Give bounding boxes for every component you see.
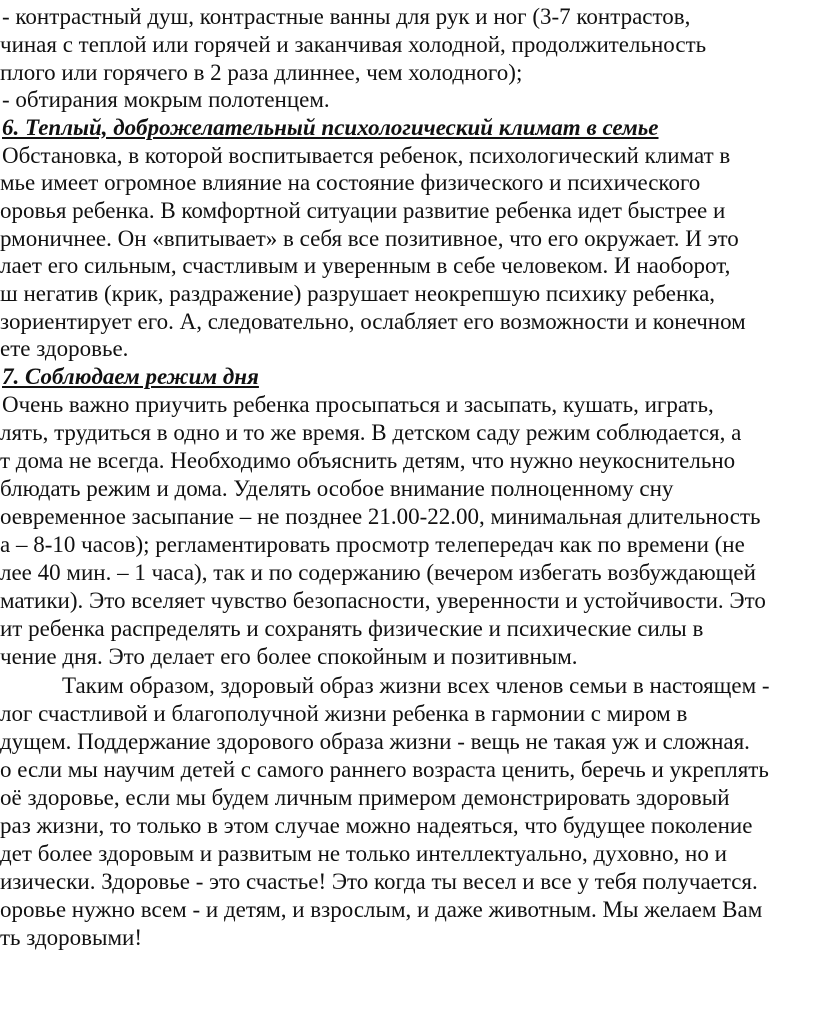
text-line: Очень важно приучить ребенка просыпаться и засыпать, кушать, играть, bbox=[2, 392, 714, 417]
text-line: дет более здоровым и развитым не только интеллектуально, духовно, но и bbox=[0, 841, 727, 866]
text-line: - обтирания мокрым полотенцем. bbox=[2, 87, 330, 112]
text-line: лает его сильным, счастливым и уверенным в себе человеком. И наоборот, bbox=[0, 253, 731, 278]
text-line: т дома не всегда. Необходимо объяснить детям, что нужно неукоснительно bbox=[0, 448, 736, 473]
text-line: Обстановка, в которой воспитывается ребенок, психологический климат в bbox=[2, 143, 731, 168]
text-line: ть здоровыми! bbox=[0, 925, 142, 950]
text-line: мье имеет огромное влияние на состояние физического и психического bbox=[0, 170, 701, 195]
text-line: оровье нужно всем - и детям, и взрослым, и даже животным. Мы желаем Вам bbox=[0, 897, 763, 922]
text-line: изически. Здоровье - это счастье! Это когда ты весел и все у тебя получается. bbox=[0, 869, 758, 894]
text-line: раз жизни, то только в этом случае можно надеяться, что будущее поколение bbox=[0, 813, 753, 838]
text-line: чение дня. Это делает его более спокойным и позитивным. bbox=[0, 644, 578, 669]
text-line: ит ребенка распределять и сохранять физические и психические силы в bbox=[0, 616, 704, 641]
section-heading-7: 7. Соблюдаем режим дня bbox=[2, 364, 259, 389]
text-line: о если мы научим детей с самого раннего возраста ценить, беречь и укреплять bbox=[0, 757, 769, 782]
text-line: оевременное засыпание – не позднее 21.00-22.00, минимальная длительность bbox=[0, 504, 761, 529]
text-line: ете здоровье. bbox=[0, 336, 129, 361]
text-line: а – 8-10 часов); регламентировать просмотр телепередач как по времени (не bbox=[0, 532, 745, 557]
text-line: оё здоровье, если мы будем личным примером демонстрировать здоровый bbox=[0, 785, 730, 810]
text-line: Таким образом, здоровый образ жизни всех членов семьи в настоящем - bbox=[62, 673, 770, 698]
text-line: матики). Это вселяет чувство безопасности, уверенности и устойчивости. Это bbox=[0, 588, 766, 613]
text-line: ш негатив (крик, раздражение) разрушает неокрепшую психику ребенка, bbox=[0, 281, 716, 306]
text-line: блюдать режим и дома. Уделять особое внимание полноценному сну bbox=[0, 476, 674, 501]
text-line: рмоничнее. Он «впитывает» в себя все позитивное, что его окружает. И это bbox=[0, 226, 739, 251]
text-line: оровья ребенка. В комфортной ситуации развитие ребенка идет быстрее и bbox=[0, 198, 726, 223]
text-line: лее 40 мин. – 1 часа), так и по содержанию (вечером избегать возбуждающей bbox=[0, 560, 756, 585]
section-heading-6: 6. Теплый, доброжелательный психологический климат в семье bbox=[2, 115, 659, 140]
text-line: зориентирует его. А, следовательно, ослабляет его возможности и конечном bbox=[0, 309, 746, 334]
text-line: - контрастный душ, контрастные ванны для рук и ног (3-7 контрастов, bbox=[2, 4, 691, 29]
text-line: лог счастливой и благополучной жизни ребенка в гармонии с миром в bbox=[0, 701, 688, 726]
text-line: дущем. Поддержание здорового образа жизни - вещь не такая уж и сложная. bbox=[0, 729, 750, 754]
text-line: лять, трудиться в одно и то же время. В детском саду режим соблюдается, а bbox=[0, 420, 742, 445]
text-line: чиная с теплой или горячей и заканчивая холодной, продолжительность bbox=[0, 32, 707, 57]
text-line: плого или горячего в 2 раза длиннее, чем холодного); bbox=[0, 60, 523, 85]
